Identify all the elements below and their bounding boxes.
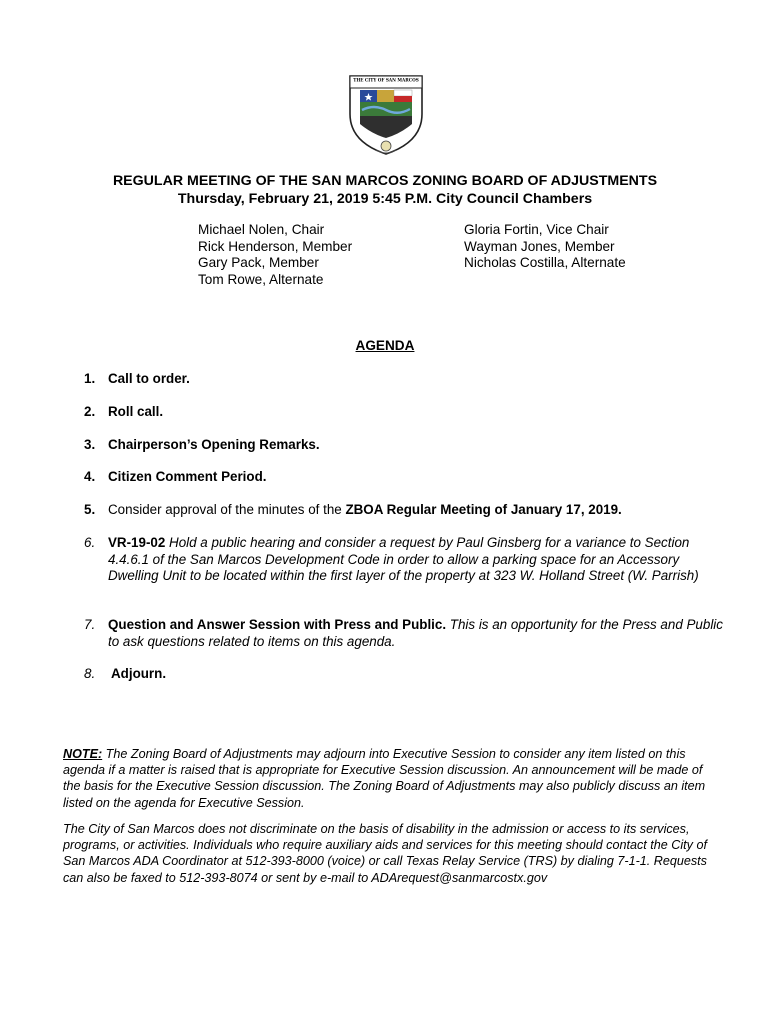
agenda-item-emphasis: Question and Answer Session with Press and Public. — [108, 617, 447, 632]
member-name: Nicholas Costilla, Alternate — [464, 255, 626, 271]
agenda-item — [84, 666, 724, 683]
agenda-item-number: 8. — [84, 666, 96, 681]
agenda-item-text: Adjourn. — [111, 666, 167, 681]
agenda-item — [84, 469, 724, 486]
members-left-column — [198, 222, 352, 289]
agenda-heading: AGENDA — [355, 338, 415, 353]
agenda-item-text: Roll call. — [108, 404, 164, 419]
executive-session-note — [63, 746, 713, 811]
note-text: The Zoning Board of Adjustments may adjourn into Executive Session to consider any item listed on this agenda if a matter is raised that is appropriate for Executive Session discussion. An announcement will be made of the basis for the Executive Session discussion. The Zoning Board of Adjustments may also publicly discuss an item listed on the agenda for Executive Session. — [63, 747, 706, 810]
agenda-item-number: 4. — [84, 469, 96, 484]
agenda-item-description: Hold a public hearing and consider a request by Paul Ginsberg for a variance to Section 4.4.6.1 of the San Marcos Development Code in order to allow a parking space for an Accessory Dwelling Unit to be located within the first layer of the property at 323 W. Holland Street (W. Parrish) — [108, 535, 699, 584]
member-name: Gary Pack, Member — [198, 255, 319, 271]
agenda-item-number: 1. — [84, 371, 96, 386]
agenda-item-text — [108, 617, 724, 650]
meeting-title: REGULAR MEETING OF THE SAN MARCOS ZONING BOARD OF ADJUSTMENTS — [112, 173, 658, 189]
meeting-date-location: Thursday, February 21, 2019 5:45 P.M. City Council Chambers — [177, 191, 593, 207]
note-label: NOTE: — [63, 747, 103, 761]
member-name: Gloria Fortin, Vice Chair — [464, 222, 609, 237]
agenda-item-description: This is an opportunity for the Press and Public to ask questions related to items on this agenda. — [108, 617, 723, 649]
agenda-item-number: 2. — [84, 404, 96, 419]
agenda-item-text — [108, 535, 724, 585]
agenda-item-code: VR-19-02 — [108, 535, 166, 550]
agenda-item-number: 7. — [84, 617, 96, 632]
agenda-item — [84, 371, 724, 388]
member-name: Rick Henderson, Member — [198, 238, 353, 254]
meeting-header — [0, 172, 770, 208]
agenda-item-number: 5. — [84, 502, 96, 517]
agenda-item — [84, 404, 724, 421]
agenda-item-number: 3. — [84, 437, 96, 452]
agenda-item-prefix: Consider approval of the minutes of the — [108, 502, 346, 517]
member-name: Wayman Jones, Member — [464, 238, 615, 254]
ada-notice: The City of San Marcos does not discriminate on the basis of disability in the admission or access to its services, programs, or activities. Individuals who require auxiliary aids and services for this meeting should contact the City of San Marcos ADA Coordinator at 512-393-8000 (voice) or call Texas Relay Service (TRS) by dialing 7-1-1. Requests can also be faxed to 512-393-8074 or sent by e-mail to ADArequest@sanmarcostx.gov — [63, 822, 707, 885]
members-right-column — [464, 222, 626, 272]
agenda-item — [84, 535, 724, 585]
member-name: Michael Nolen, Chair — [198, 222, 325, 237]
city-seal-graphic — [340, 66, 432, 158]
agenda-item-text: Citizen Comment Period. — [108, 469, 267, 484]
agenda-item-text — [108, 502, 724, 519]
agenda-item — [84, 617, 724, 650]
city-seal — [340, 66, 432, 158]
agenda-item — [84, 437, 724, 454]
agenda-item-number: 6. — [84, 535, 96, 550]
agenda-item-emphasis: ZBOA Regular Meeting of January 17, 2019. — [345, 502, 622, 517]
agenda-item — [84, 502, 724, 519]
agenda-item-text: Call to order. — [108, 371, 190, 386]
agenda-item-text: Chairperson’s Opening Remarks. — [108, 437, 320, 452]
seal-banner-text: THE CITY OF SAN MARCOS — [353, 77, 419, 83]
member-name: Tom Rowe, Alternate — [198, 272, 324, 288]
